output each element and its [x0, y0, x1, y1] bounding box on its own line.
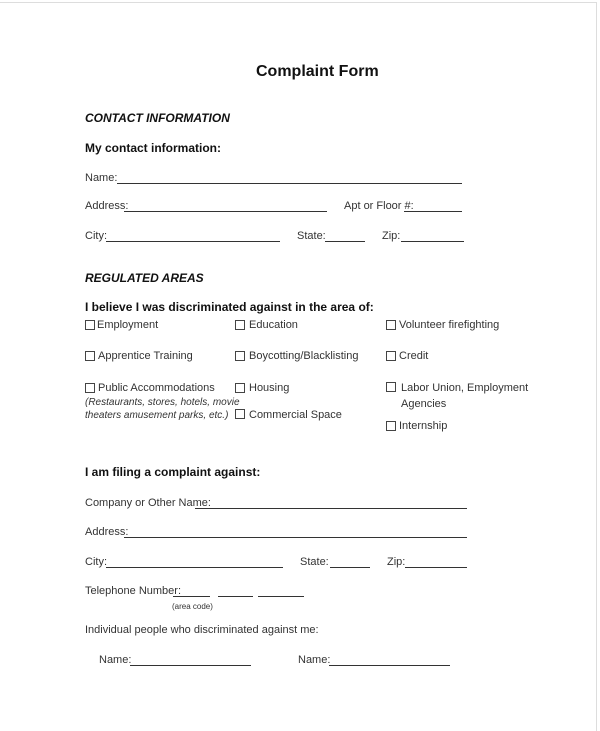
public-accommodations-note-2: theaters amusement parks, etc.) — [85, 410, 229, 421]
city-label: City: — [85, 230, 107, 242]
against-city-field[interactable] — [106, 567, 283, 568]
name-field[interactable] — [117, 183, 462, 184]
apt-label: Apt or Floor #: — [344, 200, 414, 212]
apprentice-training-checkbox[interactable] — [85, 351, 95, 361]
individuals-label: Individual people who discriminated against me: — [85, 624, 319, 636]
individual-name-field-1[interactable] — [130, 665, 251, 666]
boycotting-checkbox[interactable] — [235, 351, 245, 361]
phone-prefix-field[interactable] — [218, 596, 253, 597]
form-page — [0, 2, 597, 731]
labor-union-label: Labor Union, Employment — [401, 382, 529, 394]
against-address-field[interactable] — [124, 537, 467, 538]
credit-checkbox[interactable] — [386, 351, 396, 361]
against-state-label: State: — [300, 556, 329, 568]
education-checkbox[interactable] — [235, 320, 245, 330]
employment-checkbox[interactable] — [85, 320, 95, 330]
city-field[interactable] — [106, 241, 280, 242]
public-accommodations-checkbox[interactable] — [85, 383, 95, 393]
against-subheading: I am filing a complaint against: — [85, 465, 261, 479]
labor-union-label-2: Agencies — [401, 398, 447, 410]
individual-name-label-1: Name: — [99, 654, 132, 666]
individual-name-field-2[interactable] — [329, 665, 450, 666]
area-code-hint: (area code) — [172, 602, 213, 611]
housing-label: Housing — [249, 382, 290, 394]
regulated-subheading: I believe I was discriminated against in the area of: — [85, 300, 374, 314]
volunteer-firefighting-checkbox[interactable] — [386, 320, 396, 330]
public-accommodations-label: Public Accommodations — [98, 382, 215, 394]
state-field[interactable] — [325, 241, 365, 242]
public-accommodations-note: (Restaurants, stores, hotels, movie — [85, 397, 240, 408]
employment-label: Employment — [97, 319, 159, 331]
against-address-label: Address: — [85, 526, 129, 538]
address-field[interactable] — [124, 211, 327, 212]
company-field[interactable] — [195, 508, 467, 509]
internship-checkbox[interactable] — [386, 421, 396, 431]
commercial-space-label: Commercial Space — [249, 409, 342, 421]
name-label: Name: — [85, 172, 118, 184]
internship-label: Internship — [399, 420, 448, 432]
contact-section-heading: CONTACT INFORMATION — [85, 111, 230, 125]
phone-line-field[interactable] — [258, 596, 304, 597]
contact-subheading: My contact information: — [85, 141, 222, 155]
telephone-label: Telephone Number: — [85, 585, 182, 597]
apt-field[interactable] — [404, 211, 462, 212]
state-label: State: — [297, 230, 326, 242]
volunteer-firefighting-label: Volunteer firefighting — [399, 319, 500, 331]
zip-label: Zip: — [382, 230, 401, 242]
apprentice-training-label: Apprentice Training — [98, 350, 193, 362]
housing-checkbox[interactable] — [235, 383, 245, 393]
against-zip-label: Zip: — [387, 556, 406, 568]
labor-union-checkbox[interactable] — [386, 382, 396, 392]
credit-label: Credit — [399, 350, 429, 362]
boycotting-label: Boycotting/Blacklisting — [249, 350, 359, 362]
against-state-field[interactable] — [330, 567, 370, 568]
regulated-section-heading: REGULATED AREAS — [85, 271, 204, 285]
commercial-space-checkbox[interactable] — [235, 409, 245, 419]
education-label: Education — [249, 319, 298, 331]
phone-area-code-field[interactable] — [173, 596, 210, 597]
page-title: Complaint Form — [256, 63, 379, 80]
address-label: Address: — [85, 200, 129, 212]
company-label: Company or Other Name: — [85, 497, 211, 509]
against-city-label: City: — [85, 556, 107, 568]
zip-field[interactable] — [401, 241, 464, 242]
individual-name-label-2: Name: — [298, 654, 331, 666]
against-zip-field[interactable] — [405, 567, 467, 568]
